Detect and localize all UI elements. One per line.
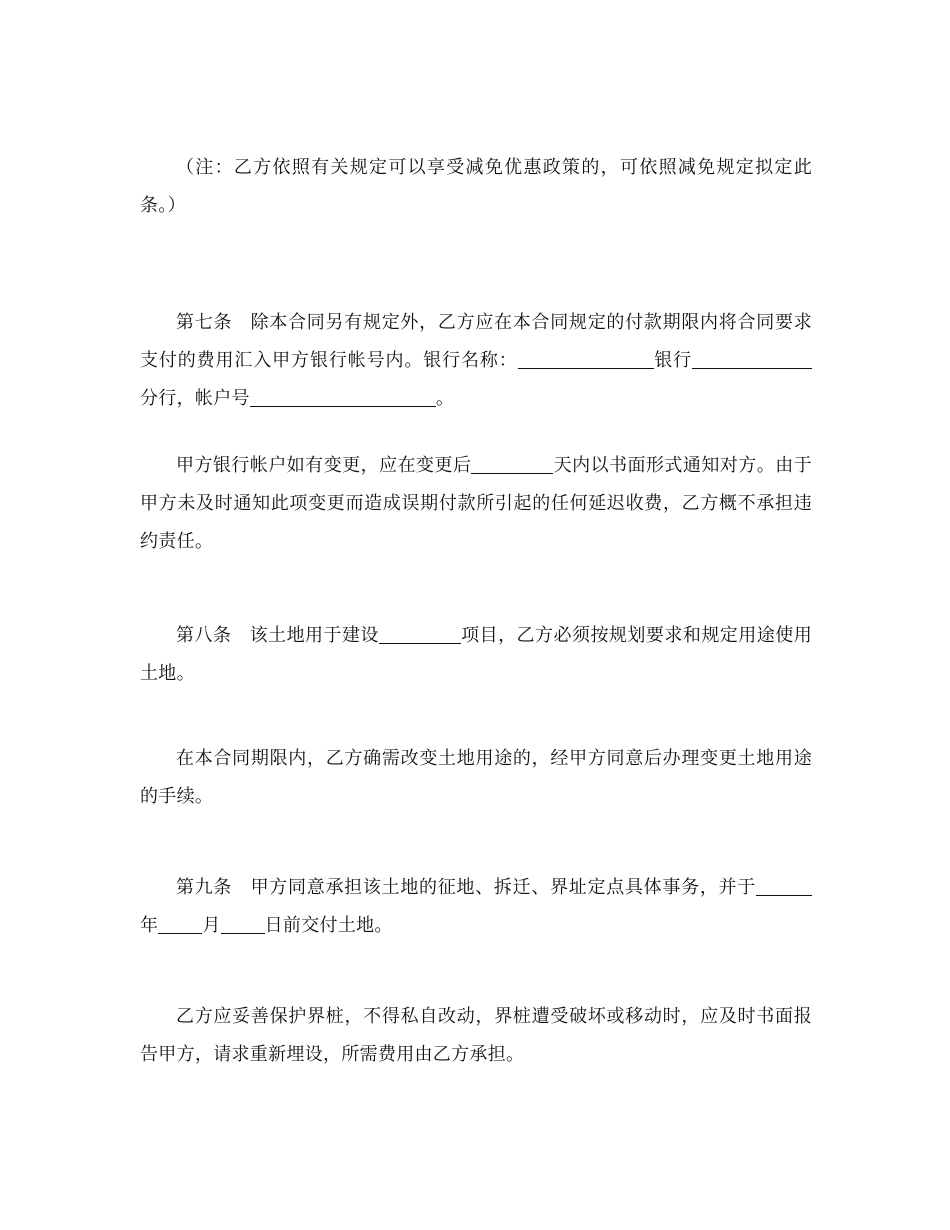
year-blank [756, 875, 812, 896]
day-blank [221, 913, 265, 934]
article-9-text-4: 日前交付土地。 [264, 915, 393, 936]
bank-branch-blank [692, 348, 812, 369]
article-9-month: 月 [202, 915, 221, 936]
article-9-heading: 第九条 [176, 877, 233, 898]
article-7-text-1: 除本合同另有规定外，乙方应在本合同规定的付款期限内将合同要求支付的费用汇入甲方银行帐号内。银行名称： [140, 312, 812, 371]
notice-days-blank [471, 453, 553, 474]
article-8-text-2: 项目，乙方必须按规划要求和规定用途使用土地。 [140, 625, 812, 684]
use-change-text: 在本合同期限内，乙方确需改变土地用途的，经甲方同意后办理变更土地用途的手续。 [140, 748, 812, 807]
article-7-text-3: 分行，帐户号 [140, 388, 250, 409]
note-paragraph [140, 149, 812, 225]
bank-change-text-1: 甲方银行帐户如有变更，应在变更后 [176, 455, 472, 476]
boundary-paragraph [140, 998, 812, 1074]
boundary-text: 乙方应妥善保护界桩，不得私自改动，界桩遭受破坏或移动时，应及时书面报告甲方，请求重新埋设，所需费用由乙方承担。 [140, 1006, 812, 1065]
article-9-paragraph [140, 869, 812, 945]
article-9-text-1: 甲方同意承担该土地的征地、拆迁、界址定点具体事务，并于 [250, 877, 756, 898]
month-blank [158, 913, 202, 934]
note-text: （注：乙方依照有关规定可以享受减免优惠政策的，可依照减免规定拟定此条。） [140, 157, 812, 216]
article-7-paragraph [140, 304, 812, 418]
article-7-text-4: 。 [435, 388, 455, 409]
bank-change-text-2: 天内以书面形式通知对方。由于甲方未及时通知此项变更而造成误期付款所引起的任何延迟收费，乙方概不承担违约责任。 [140, 455, 812, 552]
article-8-text-1: 该土地用于建设 [249, 625, 379, 646]
article-7-text-2: 银行 [653, 350, 693, 371]
bank-change-paragraph [140, 447, 812, 561]
use-change-paragraph [140, 740, 812, 816]
project-name-blank [379, 623, 461, 644]
article-9-year: 年 [140, 915, 159, 936]
bank-name-blank [518, 348, 654, 369]
article-7-heading: 第七条 [176, 312, 233, 333]
account-number-blank [250, 386, 436, 407]
article-8-heading: 第八条 [176, 625, 232, 646]
article-8-paragraph [140, 617, 812, 693]
